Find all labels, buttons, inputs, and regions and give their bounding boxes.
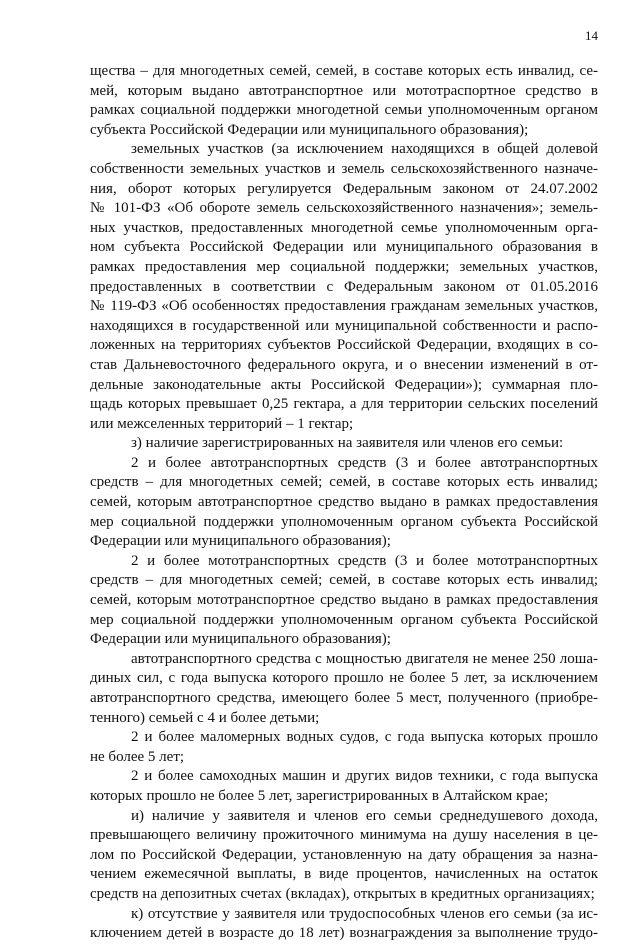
text-line: ных участков, предоставленных многодетной семье уполномоченным орга- bbox=[90, 219, 598, 236]
text-line: № 119-ФЗ «Об особенностях предоставления гражданам земельных участков, bbox=[90, 298, 598, 315]
text-line: 2 и более самоходных машин и других видов техники, с года выпуска bbox=[131, 768, 598, 785]
text-line: семей, которым мототранспортное средство выдано в рамках предоставления bbox=[90, 592, 598, 609]
text-line: мей, которым выдано автотранспортное или мототраспортное средство в bbox=[90, 82, 598, 99]
text-line: 2 и более автотранспортных средств (3 и более автотранспортных bbox=[131, 454, 598, 471]
text-line: 2 и более мототранспортных средств (3 и более мототранспортных bbox=[131, 552, 598, 569]
text-line: мер социальной поддержки уполномоченным органом субъекта Российской bbox=[90, 611, 598, 628]
text-line: щества – для многодетных семей, семей, в составе которых есть инвалид, се- bbox=[90, 63, 598, 79]
text-line: ном субъекта Российской Федерации или муниципального образования в bbox=[90, 239, 598, 256]
text-line: чением ежемесячной выплаты, в виде процентов, начисленных на остаток bbox=[90, 866, 598, 883]
text-line: земельных участков (за исключением находящихся в общей долевой bbox=[131, 141, 598, 158]
text-line: собственности земельных участков и земель сельскохозяйственного назначе- bbox=[90, 160, 598, 177]
paragraph bbox=[90, 454, 598, 552]
text-line: к) отсутствие у заявителя или трудоспособных членов его семьи (за ис- bbox=[131, 905, 598, 922]
text-line: семей, которым автотранспортное средство выдано в рамках предоставления bbox=[90, 494, 598, 511]
text-line: и) наличие у заявителя и членов его семьи среднедушевого дохода, bbox=[131, 807, 598, 824]
text-line: которых прошло не более 5 лет, зарегистрированных в Алтайском крае; bbox=[90, 787, 549, 804]
text-line: или межселенных территорий – 1 гектар; bbox=[90, 415, 354, 432]
text-line: автотранспортного средства с мощностью двигателя не менее 250 лоша- bbox=[131, 650, 598, 667]
text-line: лом по Российской Федерации, установленную на дату обращения за назна- bbox=[90, 846, 598, 863]
paragraph bbox=[90, 728, 598, 767]
text-line: средств – для многодетных семей; семей, в составе которых есть инвалид; bbox=[90, 474, 598, 491]
text-line: Федерации или муниципального образования); bbox=[90, 631, 391, 648]
paragraph bbox=[90, 650, 598, 728]
paragraph bbox=[90, 552, 598, 650]
paragraph bbox=[90, 140, 598, 434]
paragraph bbox=[90, 807, 598, 905]
text-line: рамках предоставления мер социальной поддержки; земельных участков, bbox=[90, 258, 598, 275]
text-line: средств – для многодетных семей; семей, в составе которых есть инвалид; bbox=[90, 572, 598, 589]
page-number: 14 bbox=[585, 28, 598, 43]
paragraph bbox=[90, 434, 598, 454]
text-line: щадь которых превышает 0,25 гектара, а для территории сельских поселений bbox=[90, 396, 598, 413]
document-body bbox=[90, 62, 598, 944]
text-line: субъекта Российской Федерации или муниципального образования); bbox=[90, 121, 529, 138]
text-line: не более 5 лет; bbox=[90, 748, 185, 765]
text-line: ния, оборот которых регулируется Федеральным законом от 24.07.2002 bbox=[90, 180, 598, 197]
text-line: 2 и более маломерных водных судов, с года выпуска которых прошло bbox=[131, 729, 598, 746]
text-line: став Дальневосточного федерального округа, и о внесении изменений в от- bbox=[90, 356, 598, 373]
text-line: предоставленных в соответствии с Федеральным законом от 01.05.2016 bbox=[90, 278, 598, 295]
text-line: ложенных на территориях субъектов Российской Федерации, входящих в со- bbox=[90, 337, 598, 354]
text-line: ключением детей в возрасте до 18 лет) вознаграждения за выполнение трудо- bbox=[90, 925, 598, 942]
text-line: мер социальной поддержки уполномоченным органом субъекта Российской bbox=[90, 513, 598, 530]
text-line: № 101-ФЗ «Об обороте земель сельскохозяйственного назначения»; земель- bbox=[90, 200, 598, 217]
text-line: дельные законодательные акты Российской Федерации»); суммарная пло- bbox=[90, 376, 598, 393]
text-line: з) наличие зарегистрированных на заявителя или членов его семьи: bbox=[131, 435, 564, 452]
text-line: рамках социальной поддержки многодетной семьи уполномоченным органом bbox=[90, 102, 598, 119]
text-line: Федерации или муниципального образования); bbox=[90, 533, 391, 550]
text-line: средств на депозитных счетах (вкладах), открытых в кредитных организациях; bbox=[90, 885, 595, 902]
text-line: превышающего величину прожиточного минимума на душу населения в це- bbox=[90, 827, 598, 844]
text-line: находящихся в государственной или муниципальной собственности и распо- bbox=[90, 317, 598, 334]
paragraph bbox=[90, 905, 598, 944]
text-line: автотранспортного средства, имеющего более 5 мест, полученного (приобре- bbox=[90, 690, 598, 706]
paragraph bbox=[90, 62, 598, 140]
text-line: тенного) семьей с 4 и более детьми; bbox=[90, 709, 320, 726]
text-line: диных сил, с года выпуска которого прошло не более 5 лет, за исключением bbox=[90, 670, 598, 687]
paragraph bbox=[90, 767, 598, 806]
